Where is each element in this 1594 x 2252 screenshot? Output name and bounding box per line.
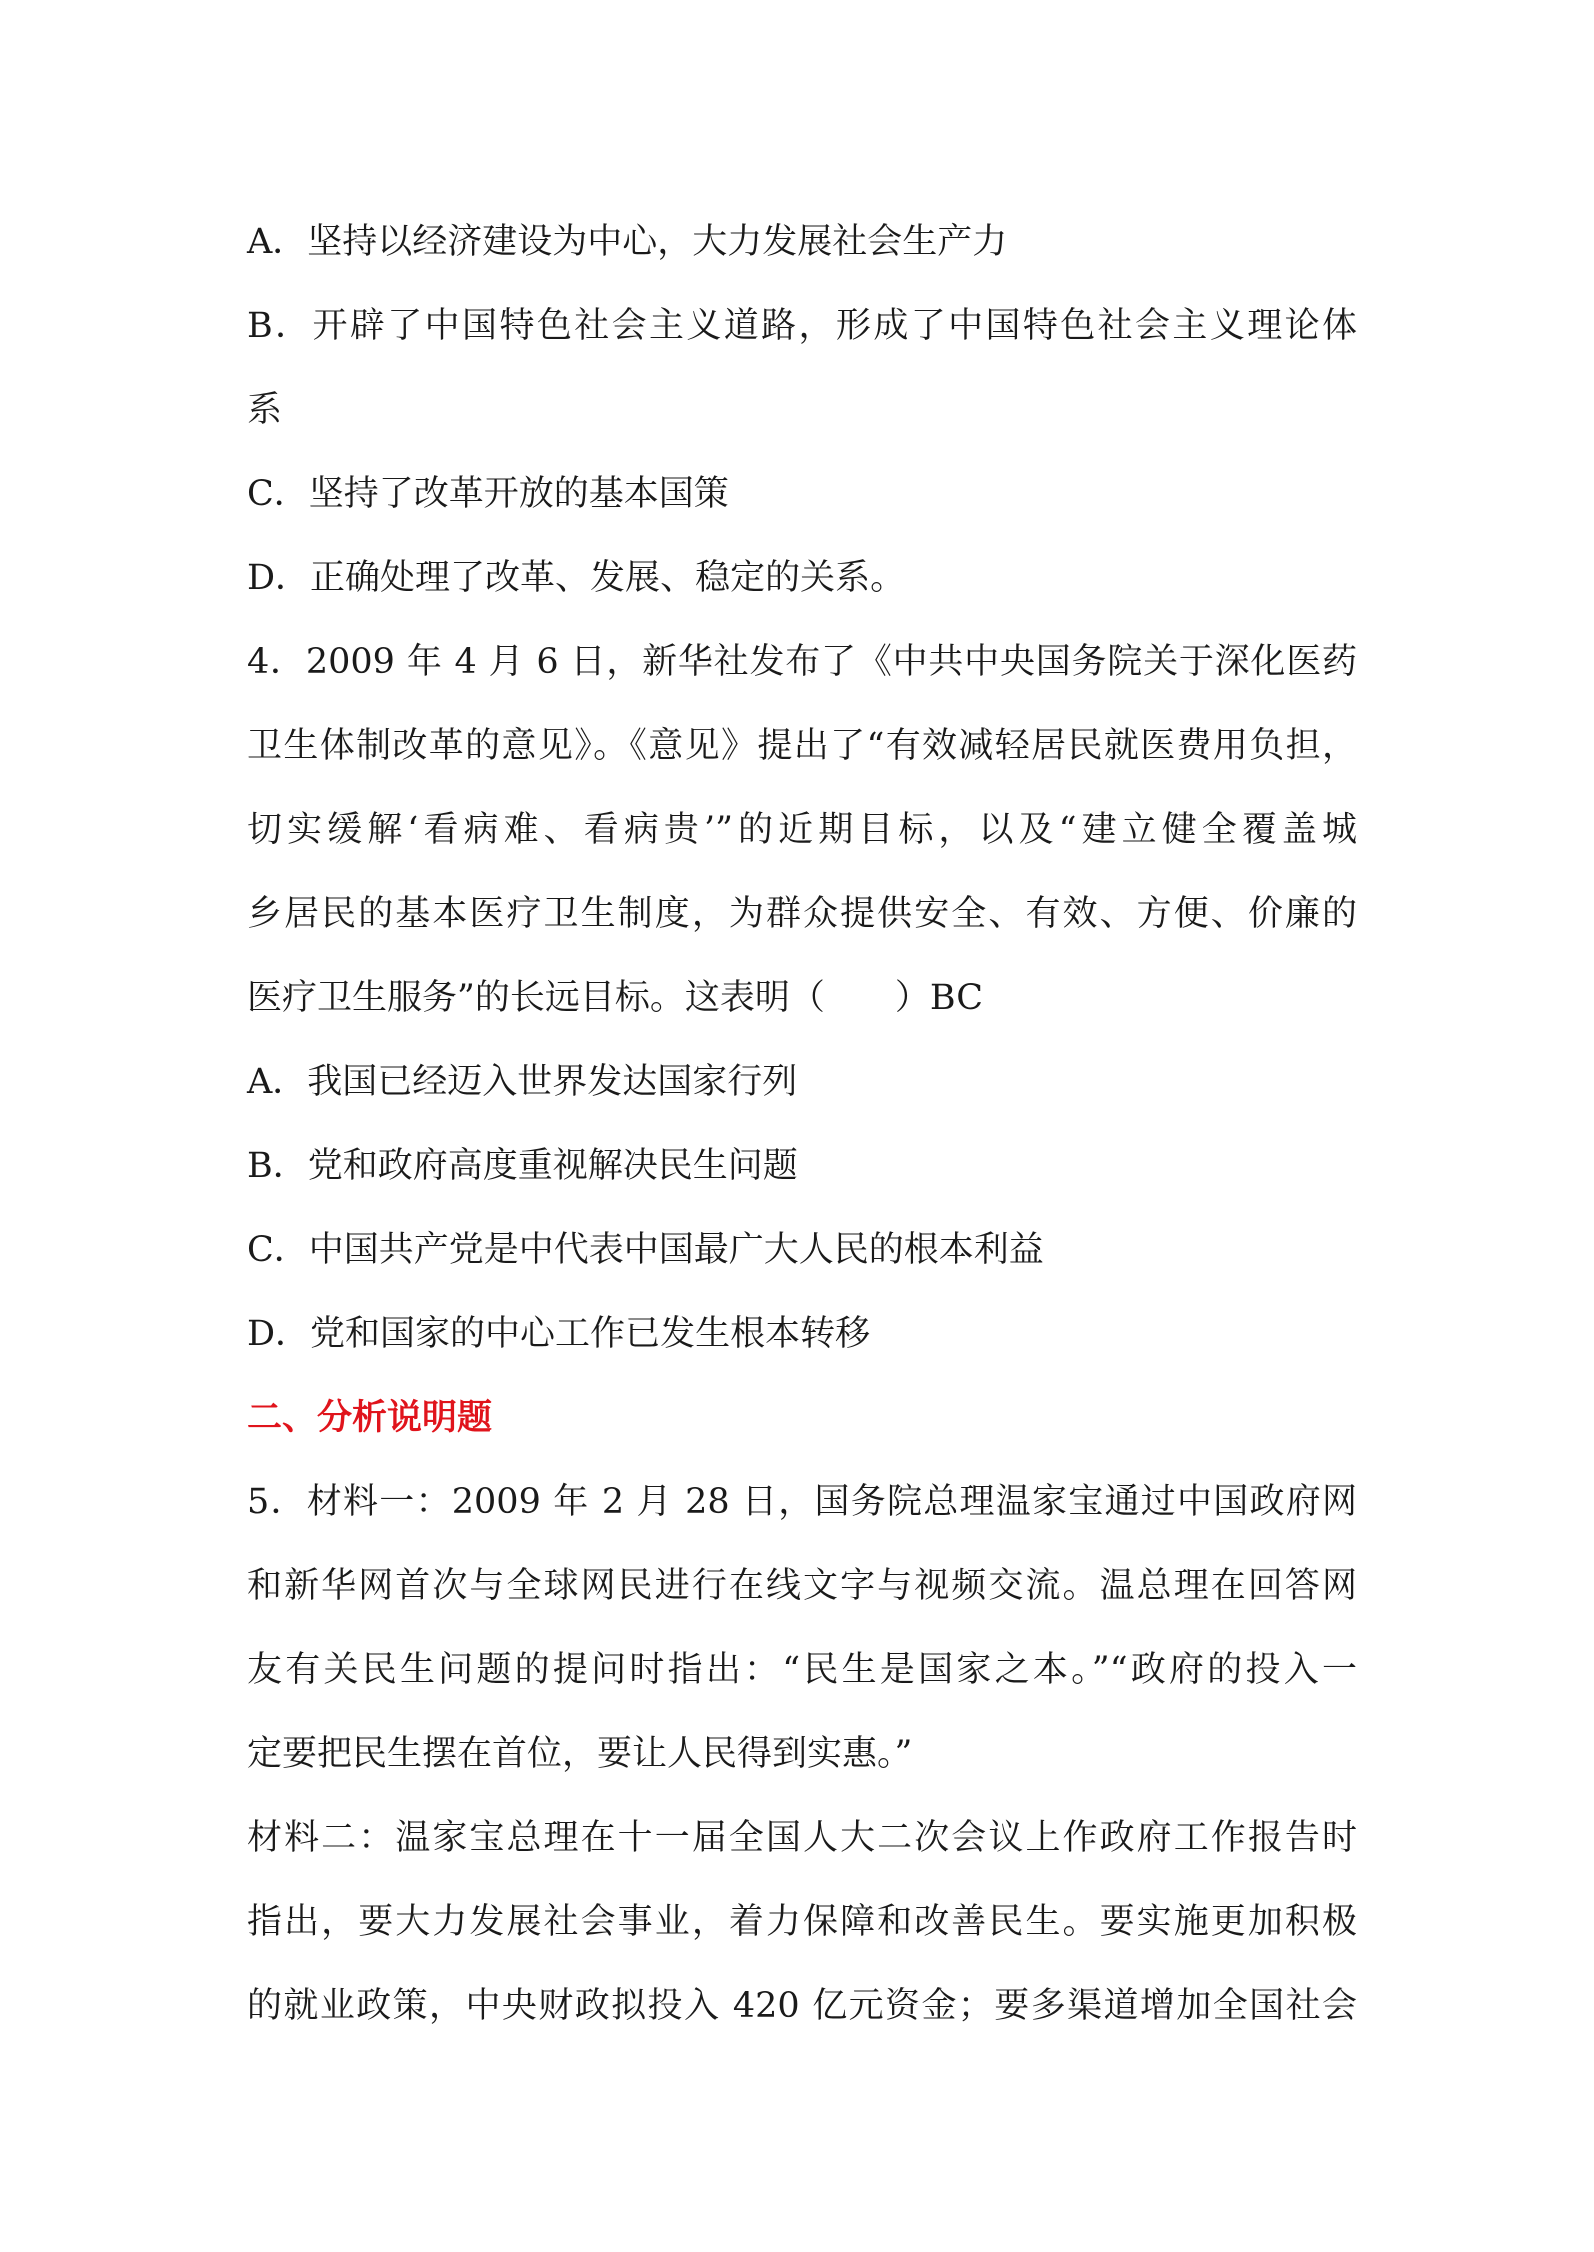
question-4-line-3: 切实缓解‘看病难、看病贵’”的近期目标，以及“建立健全覆盖城 <box>247 810 1357 850</box>
question-4-line-2: 卫生体制改革的意见》。《意见》提出了“有效减轻居民就医费用负担， <box>247 726 1357 766</box>
material-2-line-3: 的就业政策，中央财政拟投入 420 亿元资金；要多渠道增加全国社会 <box>247 1986 1357 2026</box>
question-5-line-1: 5．材料一：2009 年 2 月 28 日，国务院总理温家宝通过中国政府网 <box>247 1482 1357 1522</box>
question-4-line-4: 乡居民的基本医疗卫生制度，为群众提供安全、有效、方便、价廉的 <box>247 894 1357 934</box>
question-5-line-3: 友有关民生问题的提问时指出：“民生是国家之本。”“政府的投入一 <box>247 1650 1357 1690</box>
section-heading: 二、分析说明题 <box>247 1397 493 1438</box>
option-4d: D．党和国家的中心工作已发生根本转移 <box>247 1314 871 1354</box>
option-3b-cont: 系 <box>247 390 283 430</box>
option-4c: C．中国共产党是中代表中国最广大人民的根本利益 <box>247 1230 1044 1270</box>
option-3a: A．坚持以经济建设为中心，大力发展社会生产力 <box>247 222 1008 262</box>
question-5-line-2: 和新华网首次与全球网民进行在线文字与视频交流。温总理在回答网 <box>247 1566 1357 1606</box>
option-3d: D．正确处理了改革、发展、稳定的关系。 <box>247 558 906 598</box>
question-5-line-4: 定要把民生摆在首位，要让人民得到实惠。” <box>247 1734 913 1774</box>
material-2-line-1: 材料二：温家宝总理在十一届全国人大二次会议上作政府工作报告时 <box>247 1818 1357 1858</box>
material-2-line-2: 指出，要大力发展社会事业，着力保障和改善民生。要实施更加积极 <box>247 1902 1357 1942</box>
document-body <box>247 210 1357 2058</box>
option-4a: A．我国已经迈入世界发达国家行列 <box>247 1062 798 1102</box>
option-3c: C．坚持了改革开放的基本国策 <box>247 474 729 514</box>
question-4-line-5: 医疗卫生服务”的长远目标。这表明（ ）BC <box>247 978 984 1018</box>
question-4-line-1: 4．2009 年 4 月 6 日，新华社发布了《中共中央国务院关于深化医药 <box>247 642 1357 682</box>
option-4b: B．党和政府高度重视解决民生问题 <box>247 1146 798 1186</box>
option-3b: B．开辟了中国特色社会主义道路，形成了中国特色社会主义理论体 <box>247 306 1357 346</box>
